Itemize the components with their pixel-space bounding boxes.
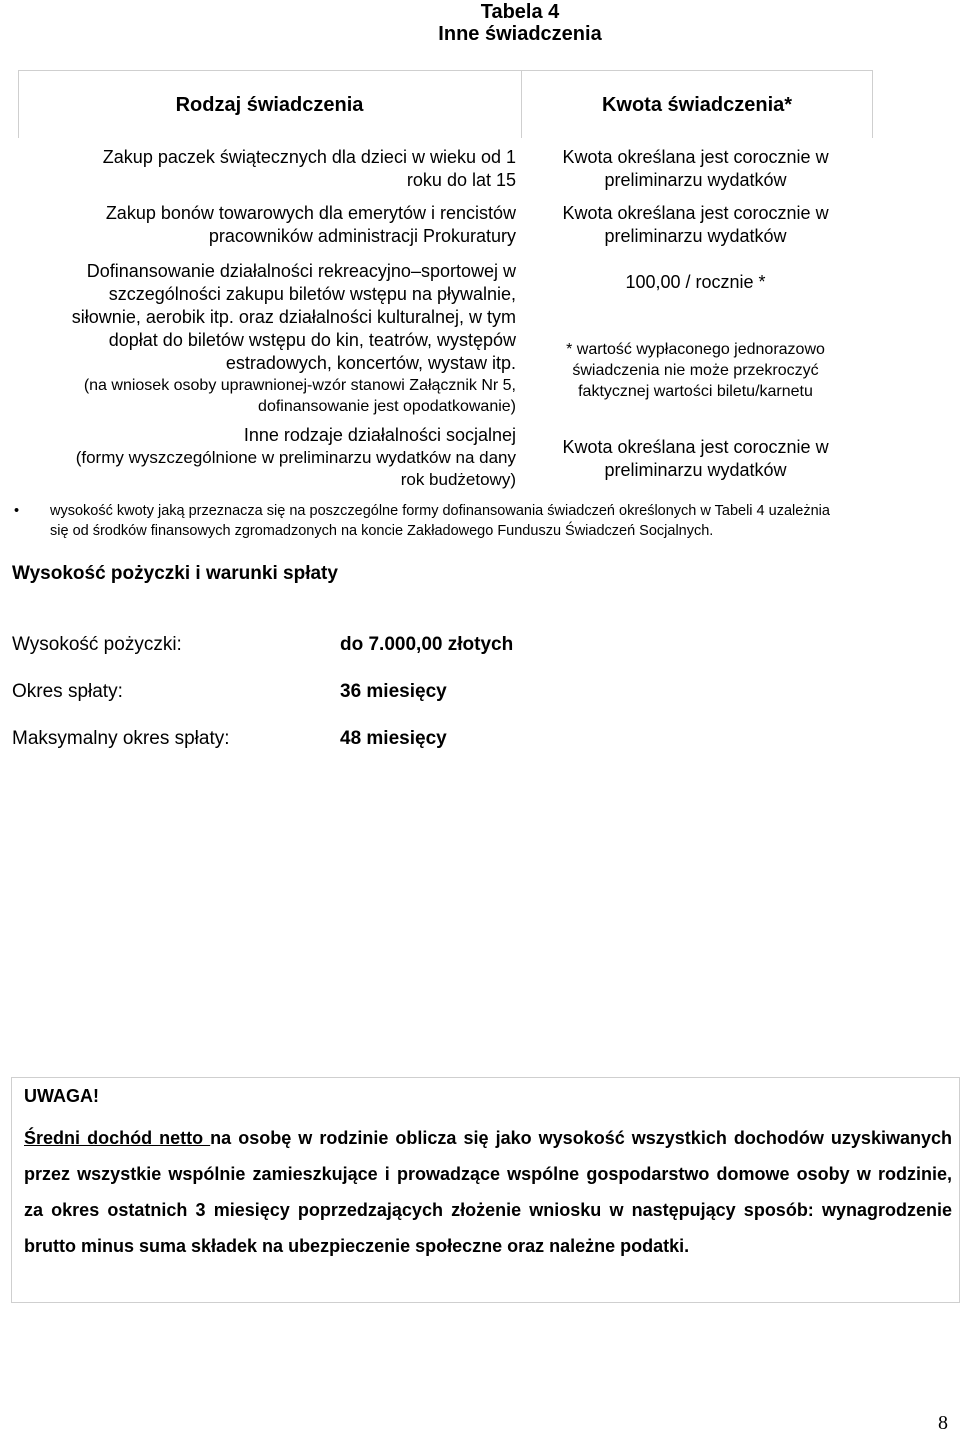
max-repayment-period-value: 48 miesięcy xyxy=(340,728,447,749)
row-3-type-line: dopłat do biletów wstępu do kin, teatrów, występów xyxy=(108,330,516,350)
page-number: 8 xyxy=(938,1412,948,1434)
repayment-period-value: 36 miesięcy xyxy=(340,681,447,702)
row-4-type-note: (formy wyszczególnione w preliminarzu wydatków na dany xyxy=(75,448,516,467)
row-4-amount-line: Kwota określana jest corocznie w xyxy=(562,437,829,457)
row-3-type-line: Dofinansowanie działalności rekreacyjno–sportowej w xyxy=(86,261,516,281)
row-3-amount-note-line: faktycznej wartości biletu/karnetu xyxy=(578,383,813,400)
loan-section-title: Wysokość pożyczki i warunki spłaty xyxy=(12,563,338,584)
row-1-amount-line: Kwota określana jest corocznie w xyxy=(562,147,829,167)
loan-amount-label: Wysokość pożyczki: xyxy=(12,634,182,655)
funding-note-text xyxy=(50,501,955,541)
table-name: Inne świadczenia xyxy=(438,23,602,45)
row-3-type-note: (na wniosek osoby uprawnionej-wzór stanowi Załącznik Nr 5, xyxy=(83,377,516,394)
benefits-table xyxy=(18,70,873,498)
row-1-type-line: roku do lat 15 xyxy=(406,170,516,190)
row-3-type-line: siłownie, aerobik itp. oraz działalności kulturalnej, w tym xyxy=(71,307,516,327)
repayment-period-label: Okres spłaty: xyxy=(12,681,123,702)
row-3-type xyxy=(18,260,516,417)
row-2-type-line: pracowników administracji Prokuratury xyxy=(208,226,516,246)
row-4-type-note: rok budżetowy) xyxy=(400,470,516,489)
loan-amount-value: do 7.000,00 złotych xyxy=(340,634,514,655)
row-2-type xyxy=(18,202,516,248)
row-3-amount xyxy=(528,271,863,294)
note-text xyxy=(24,1120,952,1264)
row-1-amount xyxy=(528,146,863,192)
funding-note-line: wysokość kwoty jaką przeznacza się na poszczególne formy dofinansowania świadczeń określonych w Tabeli 4 uzależnia xyxy=(50,503,830,519)
row-1-type-line: Zakup paczek świątecznych dla dzieci w wieku od 1 xyxy=(102,147,516,167)
row-2-amount xyxy=(528,202,863,248)
table-number: Tabela 4 xyxy=(480,1,560,23)
bullet-icon: • xyxy=(14,503,20,519)
row-3-amount-note-line: * wartość wypłaconego jednorazowo xyxy=(566,341,825,358)
row-3-amount-value: 100,00 / rocznie * xyxy=(625,272,766,292)
header-benefit-type: Rodzaj świadczenia xyxy=(175,94,364,116)
max-repayment-period-label: Maksymalny okres spłaty: xyxy=(12,728,230,749)
header-benefit-amount: Kwota świadczenia* xyxy=(601,94,793,116)
row-4-type xyxy=(18,424,516,491)
row-4-amount-line: preliminarzu wydatków xyxy=(604,460,787,480)
row-1-type xyxy=(18,146,516,192)
row-2-amount-line: Kwota określana jest corocznie w xyxy=(562,203,829,223)
row-2-type-line: Zakup bonów towarowych dla emerytów i rencistów xyxy=(105,203,516,223)
row-2-amount-line: preliminarzu wydatków xyxy=(604,226,787,246)
row-3-type-line: szczególności zakupu biletów wstępu na pływalnie, xyxy=(108,284,516,304)
row-1-amount-line: preliminarzu wydatków xyxy=(604,170,787,190)
row-3-amount-note-line: świadczenia nie może przekroczyć xyxy=(572,362,819,379)
row-3-type-note: dofinansowanie jest opodatkowanie) xyxy=(258,398,516,415)
row-3-type-line: estradowych, koncertów, wystaw itp. xyxy=(225,353,516,373)
funding-note-line: się od środków finansowych zgromadzonych na koncie Zakładowego Funduszu Świadczeń Socjalnych. xyxy=(50,523,714,539)
note-body: na osobę w rodzinie oblicza się jako wysokość wszystkich dochodów uzyskiwanych przez wszystkie wspólnie zamieszkujące i prowadzące wspólne gospodarstwo domowe osoby w rodzinie, za okres ostatnich 3 miesięcy poprzedzających złożenie wniosku w następujący sposób: wynagrodzenie brutto minus suma składek na ubezpieczenie społeczne oraz należne podatki. xyxy=(24,1128,952,1256)
income-note-box xyxy=(11,1077,960,1303)
row-4-type-line: Inne rodzaje działalności socjalnej xyxy=(243,425,516,445)
note-heading: UWAGA! xyxy=(24,1086,99,1106)
row-3-amount-note xyxy=(528,339,863,402)
note-underlined-lead: Średni dochód netto xyxy=(24,1128,211,1148)
row-4-amount xyxy=(528,436,863,482)
